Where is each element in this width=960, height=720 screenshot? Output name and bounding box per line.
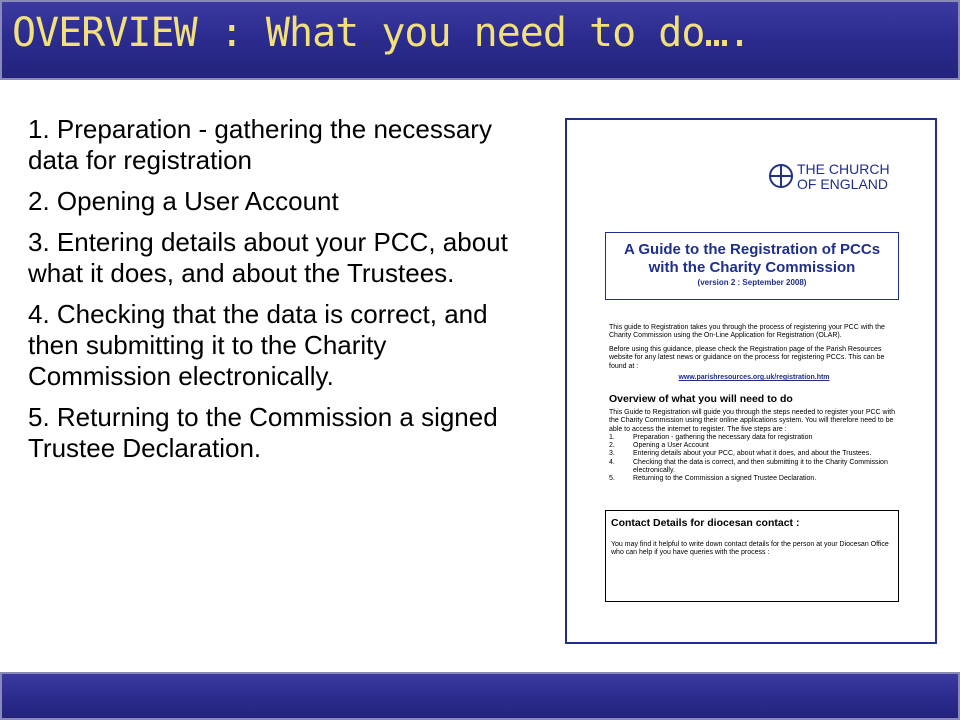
item-text: Returning to the Commission a signed Trustee Declaration.: [633, 475, 817, 483]
church-logo: [767, 158, 937, 198]
footer-bar: [0, 672, 960, 720]
document-list-item: [609, 434, 899, 442]
guide-version: (version 2 : September 2008): [697, 278, 807, 287]
item-text: Opening a User Account: [633, 442, 709, 450]
intro-paragraph: [609, 346, 899, 371]
document-list-item: [609, 450, 899, 458]
document-list-item: [609, 459, 899, 475]
guide-title-line: A Guide to the Registration of PCCs: [623, 241, 881, 258]
item-text: Checking that the data is correct, and then submitting it to the Charity Commission electronically.: [633, 458, 888, 474]
document-list-item: [609, 442, 899, 450]
intro-paragraph: This guide to Registration takes you through the process of registering your PCC with the Charity Commission using the On-Line Application for Registration (OLAR).: [609, 324, 885, 340]
guide-title: [606, 241, 898, 277]
document-list-item: [609, 475, 899, 483]
contact-box: [605, 510, 899, 602]
item-text: Preparation - gathering the necessary data for registration: [633, 434, 813, 441]
steps-list: [28, 114, 518, 474]
step-item: 5. Returning to the Commission a signed Trustee Declaration.: [28, 402, 498, 463]
step-item: 4. Checking that the data is correct, and then submitting it to the Charity Commission electronically.: [28, 299, 488, 391]
item-number: 1.: [609, 434, 615, 441]
guide-title-line: with the Charity Commission: [648, 259, 856, 276]
overview-heading: Overview of what you will need to do: [609, 393, 793, 405]
document-step-list: [609, 434, 899, 483]
contact-title: Contact Details for diocesan contact :: [611, 517, 800, 529]
intro-text: Before using this guidance, please check the Registration page of the Parish Resources website for any latest news or guidance on the process for registering PCCs. This can be found at :: [609, 346, 885, 370]
item-number: 2.: [609, 442, 615, 450]
title-bar: [0, 0, 960, 80]
guide-document-image: [565, 118, 937, 644]
step-item: 1. Preparation - gathering the necessary data for registration: [28, 114, 492, 175]
item-number: 3.: [609, 450, 615, 458]
step-item: 3. Entering details about your PCC, about what it does, and about the Trustees.: [28, 227, 508, 288]
logo-line: THE CHURCH: [797, 161, 890, 177]
registration-link[interactable]: www.parishresources.org.uk/registration.htm: [678, 374, 830, 381]
church-cross-icon: [767, 162, 795, 190]
logo-line: OF ENGLAND: [797, 176, 889, 192]
item-text: Entering details about your PCC, about what it does, and about the Trustees.: [633, 450, 872, 458]
contact-text: You may find it helpful to write down contact details for the person at your Diocesan Office who can help if you have queries with the process :: [611, 541, 889, 557]
guide-title-box: [605, 232, 899, 300]
item-number: 4.: [609, 458, 615, 466]
step-item: 2. Opening a User Account: [28, 186, 339, 216]
link-line: [609, 374, 899, 382]
logo-text: [797, 162, 890, 192]
slide-title: OVERVIEW : What you need to do….: [12, 10, 751, 56]
overview-paragraph: This Guide to Registration will guide you through the steps needed to register your PCC with the Charity Commission using their online applications system. You will therefore need to be able to access the internet to register. The five steps are :: [609, 409, 895, 433]
item-number: 5.: [609, 475, 615, 483]
